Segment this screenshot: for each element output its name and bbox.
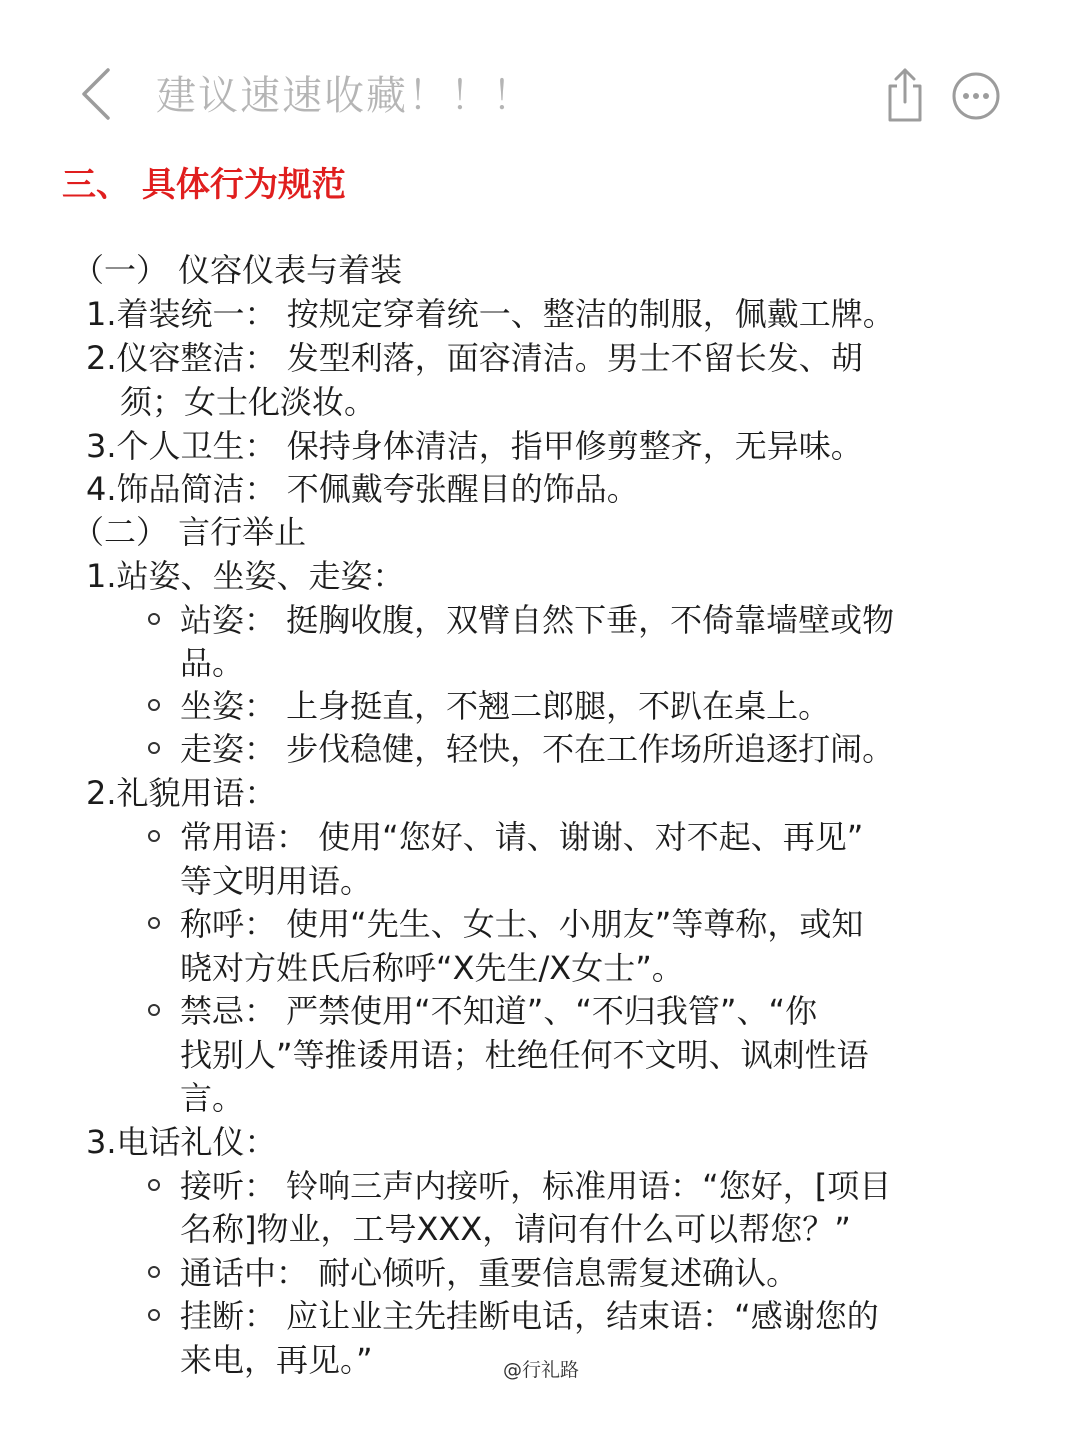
- list-item: 1.着装统一： 按规定穿着统一、整洁的制服，佩戴工牌。: [86, 295, 895, 333]
- nav-title: 建议速速收藏！！！: [156, 73, 534, 119]
- bullet-item-continuation: 品。: [180, 644, 245, 682]
- top-nav-bar: [0, 0, 1080, 180]
- author-watermark: @行礼路: [503, 1359, 580, 1381]
- bullet-icon: [148, 1004, 160, 1016]
- bullet-item: 挂断： 应让业主先挂断电话，结束语：“感谢您的: [180, 1297, 879, 1335]
- bullet-item-continuation: 言。: [180, 1079, 245, 1117]
- bullet-icon: [148, 830, 160, 842]
- list-item: 2.礼貌用语：: [86, 774, 277, 812]
- list-item: 1.站姿、坐姿、走姿：: [86, 557, 405, 595]
- bullet-icon: [148, 1266, 160, 1278]
- bullet-icon: [148, 742, 160, 754]
- list-item-continuation: 须；女士化淡妆。: [120, 383, 377, 421]
- bullet-item-continuation: 晓对方姓氏后称呼“X先生/X女士”。: [180, 949, 684, 987]
- chevron-left-icon: [72, 62, 122, 126]
- bullet-item-continuation: 来电，再见。”: [180, 1341, 373, 1379]
- share-button[interactable]: [880, 64, 930, 126]
- more-icon: [950, 70, 1002, 122]
- bullet-icon: [148, 699, 160, 711]
- bullet-item: 禁忌： 严禁使用“不知道”、“不归我管”、“你: [180, 992, 818, 1030]
- bullet-item-continuation: 名称]物业，工号XXX，请问有什么可以帮您？”: [180, 1210, 851, 1248]
- bullet-item-continuation: 等文明用语。: [180, 862, 373, 900]
- bullet-item: 通话中： 耐心倾听，重要信息需复述确认。: [180, 1254, 799, 1292]
- subsection-heading: （二） 言行举止: [72, 513, 307, 551]
- list-item: 4.饰品简洁： 不佩戴夸张醒目的饰品。: [86, 470, 639, 508]
- bullet-icon: [148, 1179, 160, 1191]
- section-title: 三、 具体行为规范: [62, 165, 346, 205]
- list-item: 3.个人卫生： 保持身体清洁，指甲修剪整齐，无异味。: [86, 427, 863, 465]
- bullet-item: 坐姿： 上身挺直，不翘二郎腿，不趴在桌上。: [180, 687, 831, 725]
- share-icon: [880, 64, 930, 126]
- bullet-item-continuation: 找别人”等推诿用语；杜绝任何不文明、讽刺性语: [180, 1036, 869, 1074]
- bullet-item: 常用语： 使用“您好、请、谢谢、对不起、再见”: [180, 818, 864, 856]
- bullet-item: 称呼： 使用“先生、女士、小朋友”等尊称，或知: [180, 905, 864, 943]
- bullet-icon: [148, 1309, 160, 1321]
- bullet-icon: [148, 613, 160, 625]
- list-item: 3.电话礼仪：: [86, 1123, 277, 1161]
- bullet-icon: [148, 917, 160, 929]
- bullet-item: 站姿： 挺胸收腹，双臂自然下垂，不倚靠墙壁或物: [180, 601, 895, 639]
- more-button[interactable]: [950, 70, 1002, 122]
- list-item: 2.仪容整洁： 发型利落，面容清洁。男士不留长发、胡: [86, 339, 863, 377]
- bullet-item: 走姿： 步伐稳健，轻快，不在工作场所追逐打闹。: [180, 730, 895, 768]
- bullet-item: 接听： 铃响三声内接听，标准用语：“您好，[项目: [180, 1167, 892, 1205]
- subsection-heading: （一） 仪容仪表与着装: [72, 251, 403, 289]
- back-button[interactable]: [72, 62, 122, 126]
